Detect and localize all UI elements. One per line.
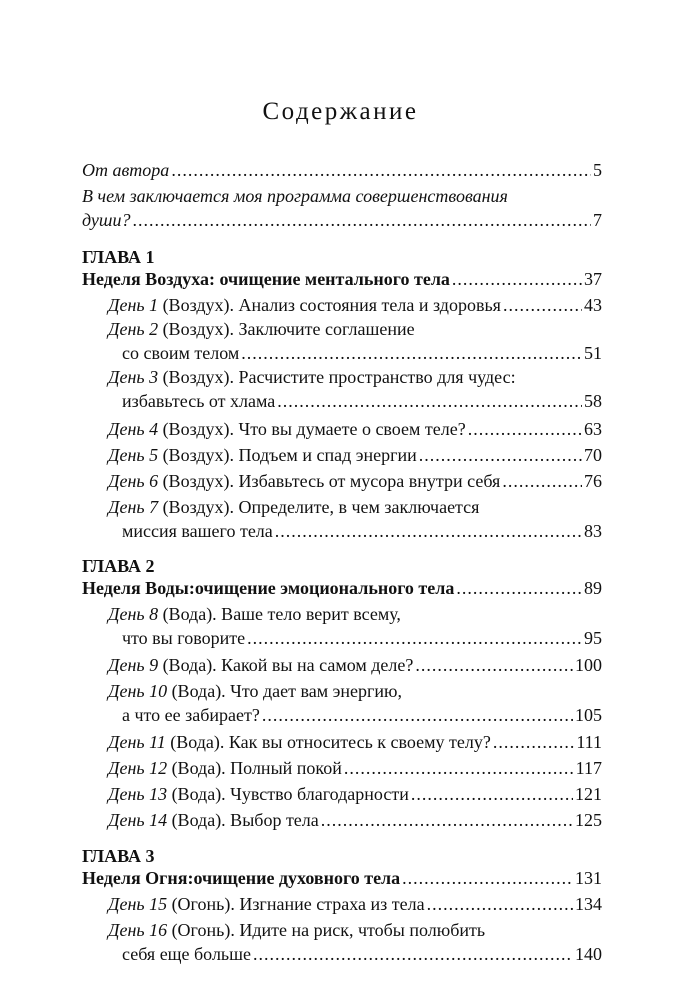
day-title-cont: себя еще больше: [122, 944, 251, 964]
day-title: (Воздух). Избавьтесь от мусора внутри себя: [158, 471, 501, 491]
toc-page-number: 105: [575, 705, 602, 725]
toc-entry-day: [82, 678, 602, 704]
toc-page-number: 140: [575, 944, 602, 964]
day-title: (Вода). Как вы относитесь к своему телу?: [165, 732, 491, 752]
toc-page-number: 131: [575, 868, 602, 888]
toc-entry-day-cont: [82, 340, 602, 366]
day-title: (Вода). Какой вы на самом деле?: [158, 655, 414, 675]
toc-entry-day-cont: [82, 702, 602, 728]
toc-entry-day: [82, 416, 602, 442]
toc-entry-day-cont: [82, 625, 602, 651]
toc-entry-label: От автора: [82, 160, 170, 180]
chapter-label: ГЛАВА 3: [82, 846, 155, 866]
day-title-cont: что вы говорите: [122, 628, 246, 648]
toc-entry-day: [82, 494, 602, 520]
toc-entry-label: В чем заключается моя программа совершенствования: [82, 186, 508, 206]
toc-page-number: 134: [575, 894, 602, 914]
toc-entry-day: [82, 364, 602, 390]
day-title: (Вода). Ваше тело верит всему,: [158, 604, 401, 624]
toc-entry-day-cont: [82, 941, 602, 967]
toc-page-number: 70: [584, 445, 602, 465]
day-title: (Вода). Что дает вам энергию,: [167, 681, 402, 701]
toc-entry-day: [82, 781, 602, 807]
toc-entry-label: души?: [82, 210, 131, 230]
day-label: День 16: [108, 920, 168, 940]
toc-page-number: 7: [593, 210, 602, 230]
day-title: (Воздух). Расчистите пространство для чудес:: [158, 367, 516, 387]
toc-page-number: 43: [584, 295, 602, 315]
day-label: День 7: [108, 497, 159, 517]
toc-entry-day: [82, 468, 602, 494]
day-label: День 15: [108, 894, 168, 914]
day-title-cont: избавьтесь от хлама: [122, 391, 276, 411]
toc-entry-day: [82, 917, 602, 943]
toc-entry-author: [82, 157, 602, 183]
day-label: День 13: [108, 784, 168, 804]
toc-page-number: 117: [575, 758, 602, 778]
day-title-cont: миссия вашего тела: [122, 521, 273, 541]
chapter-heading: [82, 575, 602, 601]
toc-page-number: 83: [584, 521, 602, 541]
day-title: (Огонь). Идите на риск, чтобы полюбить: [167, 920, 486, 940]
toc-entry-day: [82, 601, 602, 627]
toc-entry-program-line1: [82, 183, 602, 209]
toc-entry-day-cont: [82, 388, 602, 414]
day-title-cont: а что ее забирает?: [122, 705, 260, 725]
toc-entry-day: [82, 316, 602, 342]
day-title: (Воздух). Что вы думаете о своем теле?: [158, 419, 466, 439]
day-label: День 2: [108, 319, 159, 339]
chapter-heading: [82, 266, 602, 292]
day-label: День 4: [108, 419, 159, 439]
chapter-heading-text: Неделя Огня:очищение духовного тела: [82, 868, 401, 888]
toc-page-number: 63: [584, 419, 602, 439]
toc-entry-day: [82, 729, 602, 755]
day-title: (Воздух). Подъем и спад энергии: [158, 445, 417, 465]
day-title: (Вода). Чувство благодарности: [167, 784, 409, 804]
toc-page-number: 58: [584, 391, 602, 411]
chapter-label: ГЛАВА 1: [82, 247, 155, 267]
toc-entry-day: [82, 891, 602, 917]
day-label: День 6: [108, 471, 159, 491]
chapter-label: ГЛАВА 2: [82, 556, 155, 576]
chapter-heading-text: Неделя Воздуха: очищение ментального тела: [82, 269, 450, 289]
toc-page-number: 121: [575, 784, 602, 804]
day-title: (Воздух). Определите, в чем заключается: [158, 497, 480, 517]
toc-page-number: 37: [584, 269, 602, 289]
toc-page-number: 89: [584, 578, 602, 598]
day-title: (Вода). Выбор тела: [167, 810, 319, 830]
day-label: День 1: [108, 295, 159, 315]
toc-page-number: 5: [593, 160, 602, 180]
toc-page-number: 125: [575, 810, 602, 830]
toc-page-number: 111: [576, 732, 602, 752]
day-label: День 8: [108, 604, 159, 624]
day-title-cont: со своим телом: [122, 343, 240, 363]
day-label: День 12: [108, 758, 168, 778]
chapter-heading: [82, 865, 602, 891]
chapter-heading-text: Неделя Воды:очищение эмоционального тела: [82, 578, 455, 598]
toc-entry-day: [82, 755, 602, 781]
toc-entry-day: [82, 442, 602, 468]
toc-entry-day-cont: [82, 518, 602, 544]
toc-entry-day: [82, 292, 602, 318]
day-label: День 14: [108, 810, 168, 830]
toc-entry-program-line2: [82, 207, 602, 233]
day-title: (Вода). Полный покой: [167, 758, 342, 778]
toc-page-number: 100: [575, 655, 602, 675]
page-title: Содержание: [262, 98, 419, 125]
day-title: (Огонь). Изгнание страха из тела: [167, 894, 425, 914]
day-label: День 11: [108, 732, 166, 752]
day-title: (Воздух). Анализ состояния тела и здоровья: [158, 295, 501, 315]
toc-page-number: 76: [584, 471, 602, 491]
day-title: (Воздух). Заключите соглашение: [158, 319, 415, 339]
toc-page-number: 95: [584, 628, 602, 648]
day-label: День 10: [108, 681, 168, 701]
toc-entry-day: [82, 652, 602, 678]
toc-entry-day: [82, 807, 602, 833]
day-label: День 9: [108, 655, 159, 675]
toc-page-number: 51: [584, 343, 602, 363]
day-label: День 3: [108, 367, 159, 387]
day-label: День 5: [108, 445, 159, 465]
